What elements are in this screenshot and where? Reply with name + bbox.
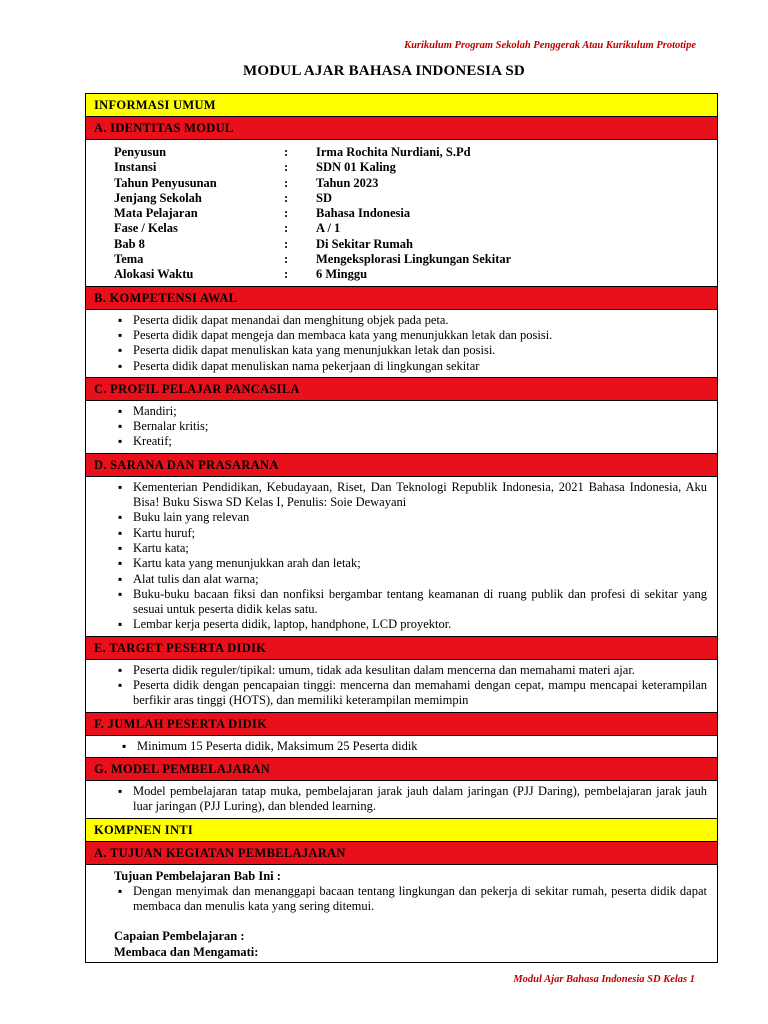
- identitas-row: [114, 191, 707, 206]
- identitas-colon: :: [284, 206, 289, 221]
- section-tujuan-pembelajaran: A. TUJUAN KEGIATAN PEMBELAJARAN: [86, 842, 717, 865]
- bullet-list: [114, 313, 707, 374]
- list-item: ▪ Peserta didik dapat mengeja dan membaca kata yang menunjukkan letak dan posisi.: [114, 328, 707, 343]
- list-item: ▪ Minimum 15 Peserta didik, Maksimum 25 Peserta didik: [118, 739, 707, 754]
- identitas-colon: :: [284, 252, 289, 267]
- section-komponen-inti: KOMPNEN INTI: [86, 819, 717, 842]
- identitas-colon: :: [284, 160, 289, 175]
- bullet-list: [114, 404, 707, 450]
- identitas-row: [114, 221, 707, 236]
- section-kompetensi-awal: B. KOMPETENSI AWAL: [86, 287, 717, 310]
- list-item: ▪ Buku lain yang relevan: [114, 510, 707, 525]
- membaca-subheading: Membaca dan Mengamati:: [114, 944, 259, 959]
- identitas-key: Tahun Penyusunan: [114, 175, 217, 190]
- tujuan-subheading: Tujuan Pembelajaran Bab Ini :: [114, 868, 281, 883]
- list-item: ▪ Peserta didik reguler/tipikal: umum, tidak ada kesulitan dalam mencerna dan memahami materi ajar.: [114, 663, 707, 678]
- identitas-colon: :: [284, 145, 289, 159]
- identitas-row: [114, 252, 707, 267]
- identitas-value: 6 Minggu: [316, 267, 368, 282]
- list-item: ▪ Peserta didik dapat menuliskan kata yang menunjukkan letak dan posisi.: [114, 343, 707, 358]
- identitas-row: [114, 267, 707, 282]
- tujuan-content: [86, 865, 717, 963]
- list-item: ▪ Kartu kata yang menunjukkan arah dan letak;: [114, 556, 707, 571]
- model-list: [86, 781, 717, 819]
- list-item: ▪ Kementerian Pendidikan, Kebudayaan, Riset, Dan Teknologi Republik Indonesia, 2021 Bahasa Indonesia, Aku Bisa! Buku Siswa SD Kelas I, Penulis: Soie Dewayani: [114, 480, 707, 511]
- identitas-row: [114, 145, 707, 160]
- list-item: ▪ Peserta didik dengan pencapaian tinggi: mencerna dan memahami dengan cepat, mampu mencapai keterampilan berfikir aras tinggi (HOTS), dan memiliki keterampilan memimpin: [114, 678, 707, 709]
- capaian-subheading: Capaian Pembelajaran :: [114, 929, 245, 944]
- identitas-colon: :: [284, 221, 289, 236]
- sarana-list: [86, 477, 717, 637]
- identitas-colon: :: [284, 175, 289, 190]
- bullet-list: [114, 480, 707, 633]
- list-item: ▪ Alat tulis dan alat warna;: [114, 572, 707, 587]
- list-item: ▪ Lembar kerja peserta didik, laptop, handphone, LCD proyektor.: [114, 617, 707, 632]
- footer-note: Modul Ajar Bahasa Indonesia SD Kelas 1: [513, 974, 695, 985]
- list-item: ▪ Dengan menyimak dan menanggapi bacaan tentang lingkungan dan pekerja di sekitar rumah, peserta didik dapat membaca dan menulis kata yang sering ditemui.: [114, 884, 707, 915]
- identitas-key: Alokasi Waktu: [114, 267, 194, 282]
- section-informasi-umum: INFORMASI UMUM: [86, 94, 717, 117]
- bullet-list: [114, 739, 707, 754]
- list-item: ▪ Buku-buku bacaan fiksi dan nonfiksi bergambar tentang keamanan di ruang publik dan profesi di sekitar yang sesuai untuk peserta didik kelas satu.: [114, 587, 707, 618]
- identitas-value: Di Sekitar Rumah: [316, 236, 414, 251]
- identitas-row: [114, 237, 707, 252]
- identitas-colon: :: [284, 267, 289, 282]
- identitas-key: Jenjang Sekolah: [114, 190, 202, 205]
- identitas-key: Instansi: [114, 160, 157, 175]
- list-item: ▪ Bernalar kritis;: [114, 419, 707, 434]
- module-table: [85, 93, 718, 963]
- profil-list: [86, 401, 717, 454]
- identitas-value: Irma Rochita Nurdiani, S.Pd: [316, 145, 471, 159]
- list-item: ▪ Kartu huruf;: [114, 526, 707, 541]
- identitas-value: SD: [316, 190, 332, 205]
- identitas-value: A / 1: [316, 221, 341, 236]
- identitas-value: SDN 01 Kaling: [316, 160, 396, 175]
- section-model-pembelajaran: G. MODEL PEMBELAJARAN: [86, 758, 717, 781]
- bullet-list: [114, 884, 707, 915]
- section-identitas-modul: A. IDENTITAS MODUL: [86, 117, 717, 140]
- identitas-colon: :: [284, 190, 289, 205]
- identitas-row: [114, 206, 707, 221]
- identitas-key: Bab 8: [114, 236, 145, 251]
- list-item: ▪ Kreatif;: [114, 434, 707, 449]
- section-sarana-prasarana: D. SARANA DAN PRASARANA: [86, 454, 717, 477]
- bullet-list: [114, 663, 707, 709]
- list-item: ▪ Kartu kata;: [114, 541, 707, 556]
- identitas-row: [114, 176, 707, 191]
- identitas-key: Mata Pelajaran: [114, 206, 198, 221]
- document-title: MODUL AJAR BAHASA INDONESIA SD: [243, 63, 525, 79]
- list-item: ▪ Model pembelajaran tatap muka, pembelajaran jarak jauh dalam jaringan (PJJ Daring), pembelajaran jarak jauh luar jaringan (PJJ Luring), dan blended learning.: [114, 784, 707, 815]
- bullet-list: [114, 784, 707, 815]
- jumlah-list: [86, 736, 717, 758]
- section-profil-pelajar: C. PROFIL PELAJAR PANCASILA: [86, 378, 717, 401]
- identitas-value: Bahasa Indonesia: [316, 206, 411, 221]
- identitas-row: [114, 160, 707, 175]
- list-item: ▪ Peserta didik dapat menandai dan menghitung objek pada peta.: [114, 313, 707, 328]
- list-item: ▪ Peserta didik dapat menuliskan nama pekerjaan di lingkungan sekitar: [114, 359, 707, 374]
- identitas-key: Penyusun: [114, 145, 167, 159]
- section-target-peserta: E. TARGET PESERTA DIDIK: [86, 637, 717, 660]
- identitas-list: [86, 140, 717, 287]
- identitas-value: Mengeksplorasi Lingkungan Sekitar: [316, 252, 512, 267]
- identitas-key: Fase / Kelas: [114, 221, 178, 236]
- kompetensi-list: [86, 310, 717, 378]
- section-jumlah-peserta: F. JUMLAH PESERTA DIDIK: [86, 713, 717, 736]
- header-note: Kurikulum Program Sekolah Penggerak Atau Kurikulum Prototipe: [404, 40, 696, 51]
- identitas-colon: :: [284, 236, 289, 251]
- identitas-value: Tahun 2023: [316, 175, 379, 190]
- list-item: ▪ Mandiri;: [114, 404, 707, 419]
- identitas-key: Tema: [114, 252, 144, 267]
- target-list: [86, 660, 717, 713]
